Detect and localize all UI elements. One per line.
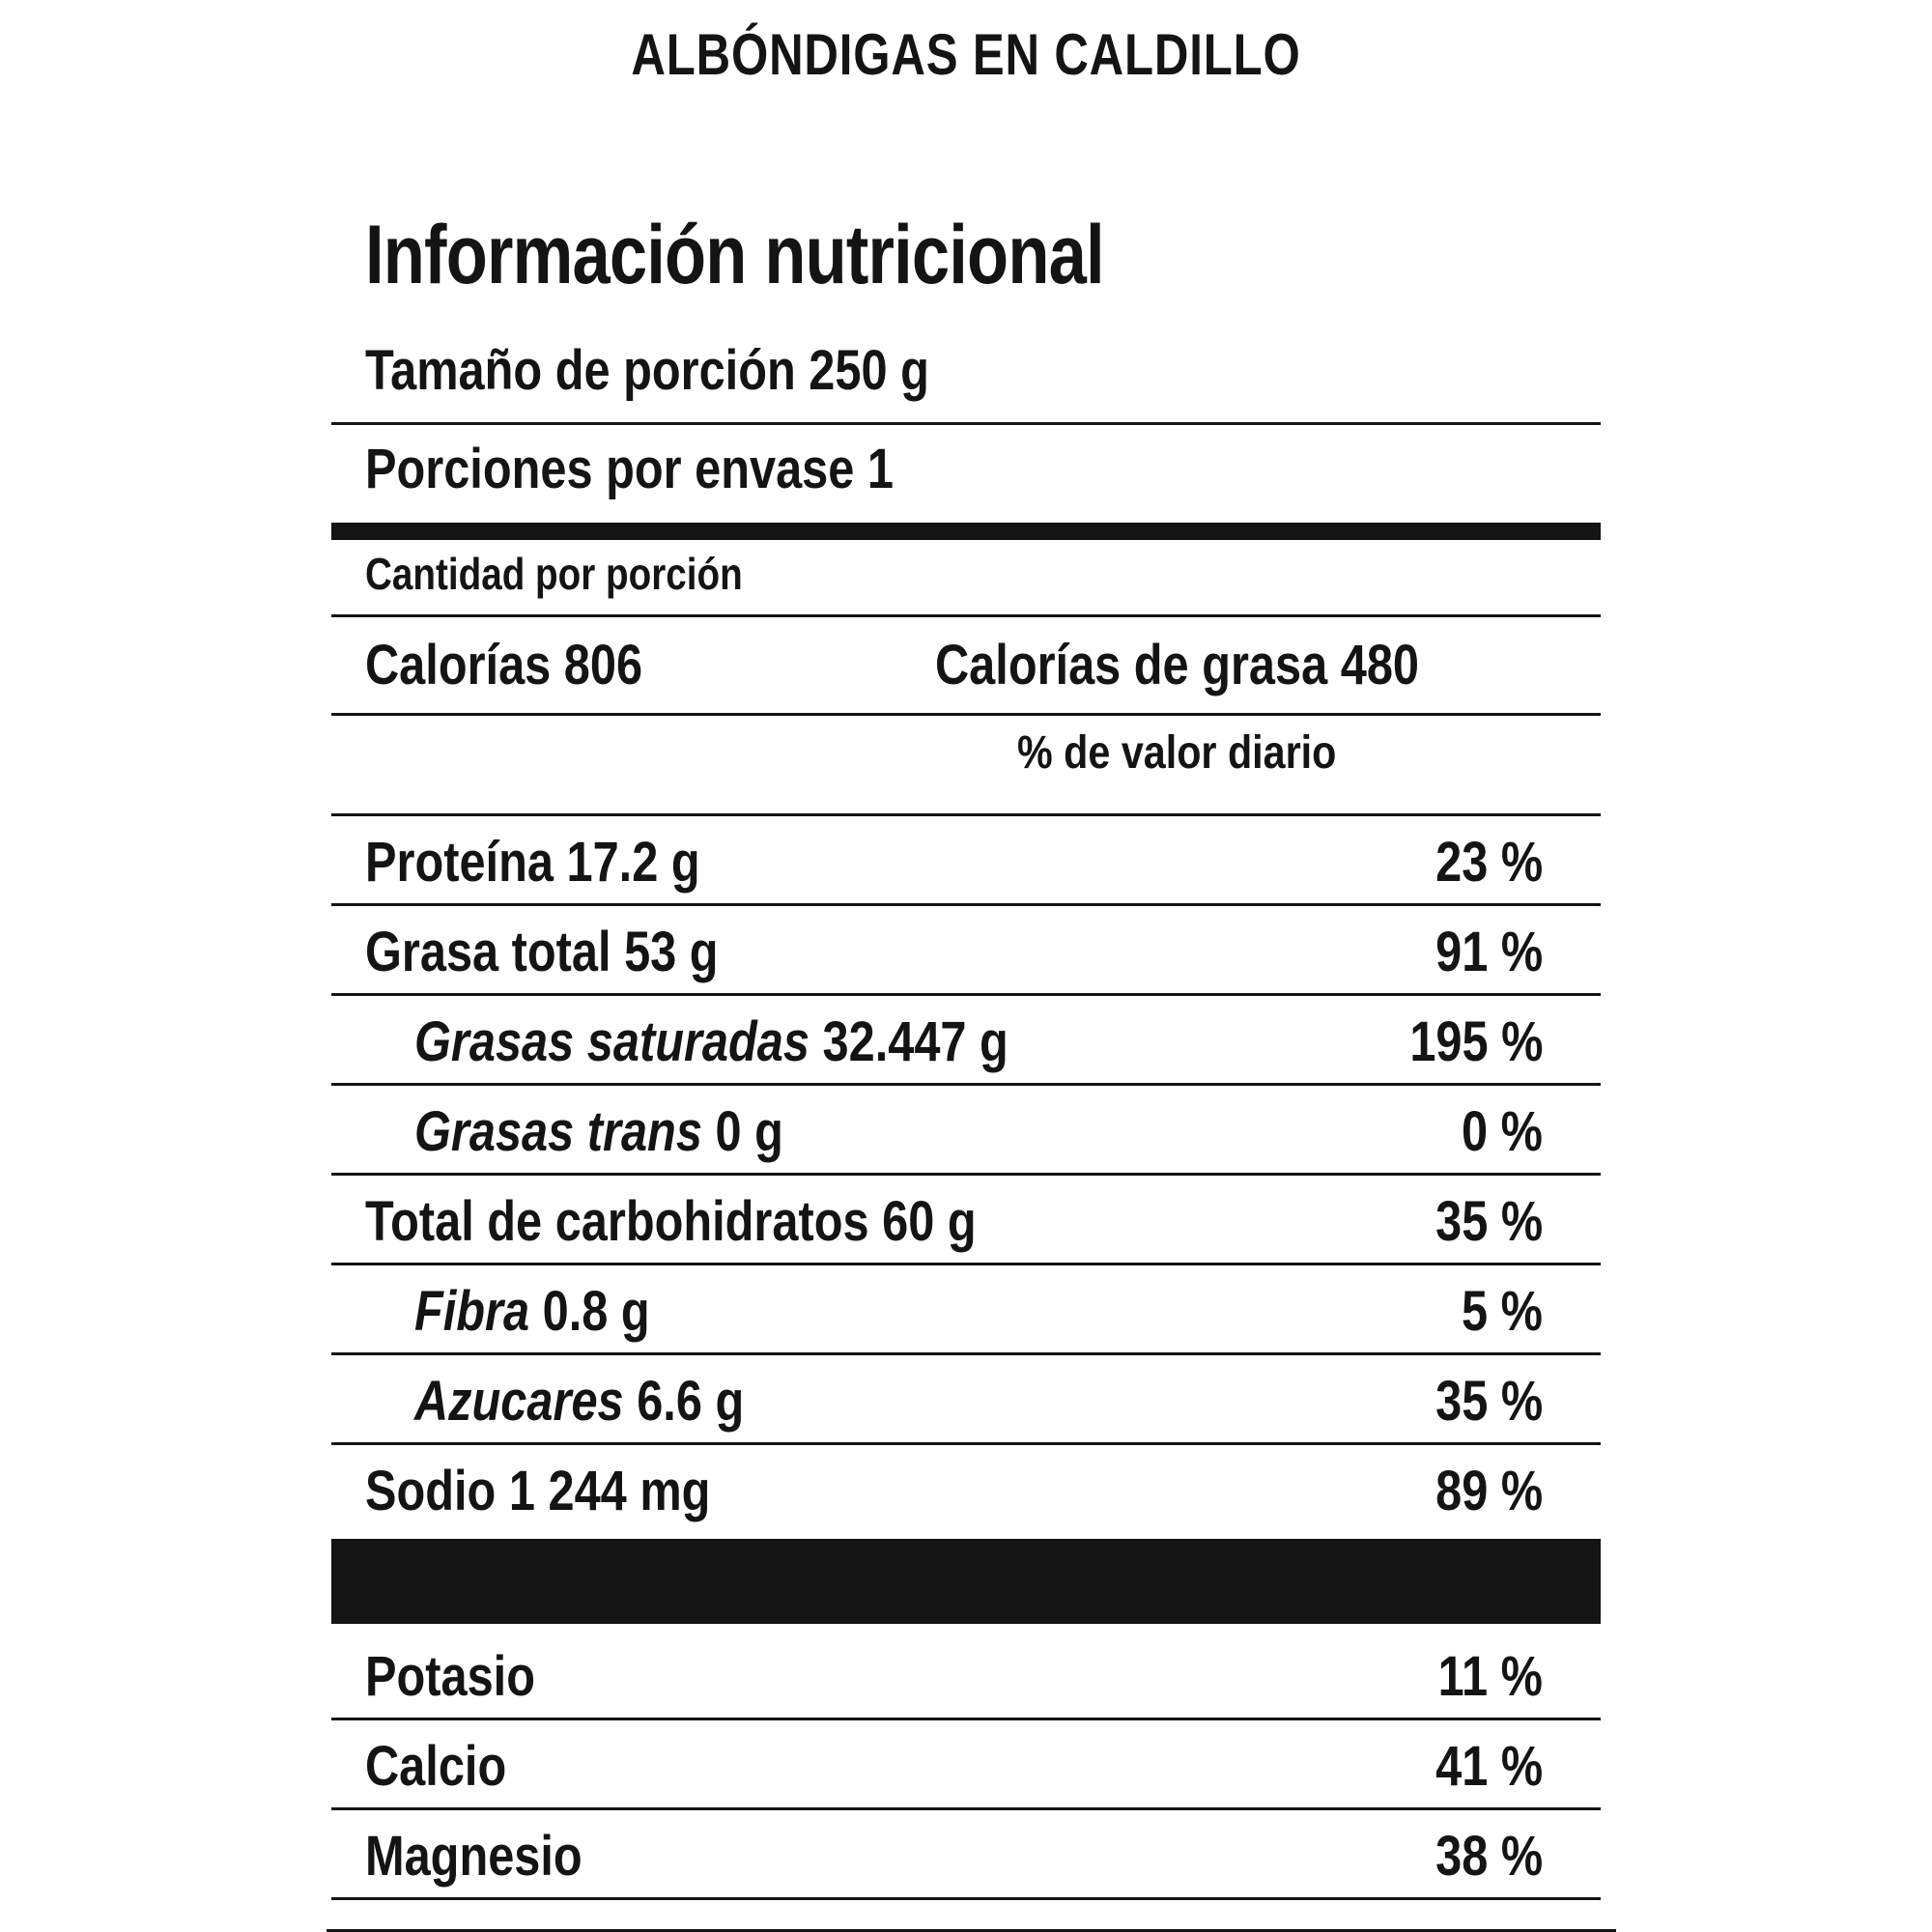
label-heading: Información nutricional (365, 209, 1104, 301)
nutrient-percent: 5 % (1462, 1280, 1543, 1343)
nutrient-percent: 0 % (1462, 1100, 1543, 1163)
calories-from-fat: Calorías de grasa 480 (935, 634, 1420, 696)
nutrient-label (414, 1369, 744, 1434)
nutrient-name: Grasas saturadas (414, 1010, 810, 1073)
servings-per-container: Porciones por envase 1 (365, 438, 894, 500)
nutrient-amount: 6.6 g (637, 1370, 745, 1433)
dish-title: ALBÓNDIGAS EN CALDILLO (631, 22, 1301, 87)
nutrient-percent: 35 % (1435, 1370, 1543, 1433)
nutrient-row (331, 1445, 1601, 1535)
divider (331, 713, 1601, 716)
nutrient-amount: 0.8 g (542, 1280, 650, 1343)
nutrient-percent: 195 % (1408, 1010, 1543, 1073)
thick-divider (331, 523, 1601, 540)
nutrient-name: Total de carbohidratos (365, 1190, 869, 1253)
nutrient-label (365, 830, 700, 895)
mineral-name: Potasio (365, 1645, 535, 1708)
nutrient-row (331, 996, 1601, 1086)
nutrient-amount: 0 g (715, 1100, 783, 1163)
nutrient-name: Fibra (414, 1280, 530, 1343)
daily-value-header: % de valor diario (1017, 727, 1337, 779)
nutrient-amount: 60 g (882, 1190, 977, 1253)
mineral-name: Magnesio (365, 1825, 582, 1888)
nutrient-row (331, 1086, 1601, 1176)
calories: Calorías 806 (365, 634, 643, 696)
nutrient-percent: 91 % (1435, 921, 1543, 983)
nutrient-label (414, 1009, 1009, 1074)
mineral-name: Calcio (365, 1735, 507, 1798)
nutrient-row (331, 1265, 1601, 1355)
nutrient-row (331, 1176, 1601, 1265)
divider (331, 1897, 1601, 1900)
nutrient-amount: 17.2 g (566, 831, 700, 894)
nutrient-label (365, 920, 719, 984)
mineral-row (331, 1720, 1601, 1810)
mineral-row (331, 1631, 1601, 1720)
nutrient-percent: 35 % (1435, 1190, 1543, 1253)
mineral-row (331, 1810, 1601, 1900)
nutrient-label (414, 1279, 650, 1344)
nutrient-amount: 53 g (624, 921, 719, 983)
nutrient-amount: 32.447 g (822, 1010, 1009, 1073)
mineral-percent: 38 % (1435, 1825, 1543, 1888)
serving-size: Tamaño de porción 250 g (365, 339, 929, 402)
nutrient-name: Grasa total (365, 921, 611, 983)
nutrient-name: Proteína (365, 831, 554, 894)
mineral-percent: 41 % (1435, 1735, 1543, 1798)
nutrient-row (331, 816, 1601, 906)
nutrient-amount: 1 244 mg (508, 1460, 711, 1522)
nutrient-percent: 23 % (1435, 831, 1543, 894)
nutrient-label (365, 1189, 977, 1254)
nutrient-name: Sodio (365, 1460, 497, 1522)
divider (331, 422, 1601, 425)
nutrient-label (365, 1459, 710, 1523)
nutrient-percent: 89 % (1435, 1460, 1543, 1522)
nutrient-label (414, 1099, 783, 1164)
amount-per-serving: Cantidad por porción (365, 549, 743, 599)
black-separator-band (331, 1539, 1601, 1624)
nutrient-row (331, 1355, 1601, 1445)
divider (331, 614, 1601, 617)
mineral-percent: 11 % (1437, 1645, 1543, 1708)
nutrient-name: Grasas trans (414, 1100, 702, 1163)
nutrient-name: Azucares (414, 1370, 624, 1433)
nutrient-row (331, 906, 1601, 996)
